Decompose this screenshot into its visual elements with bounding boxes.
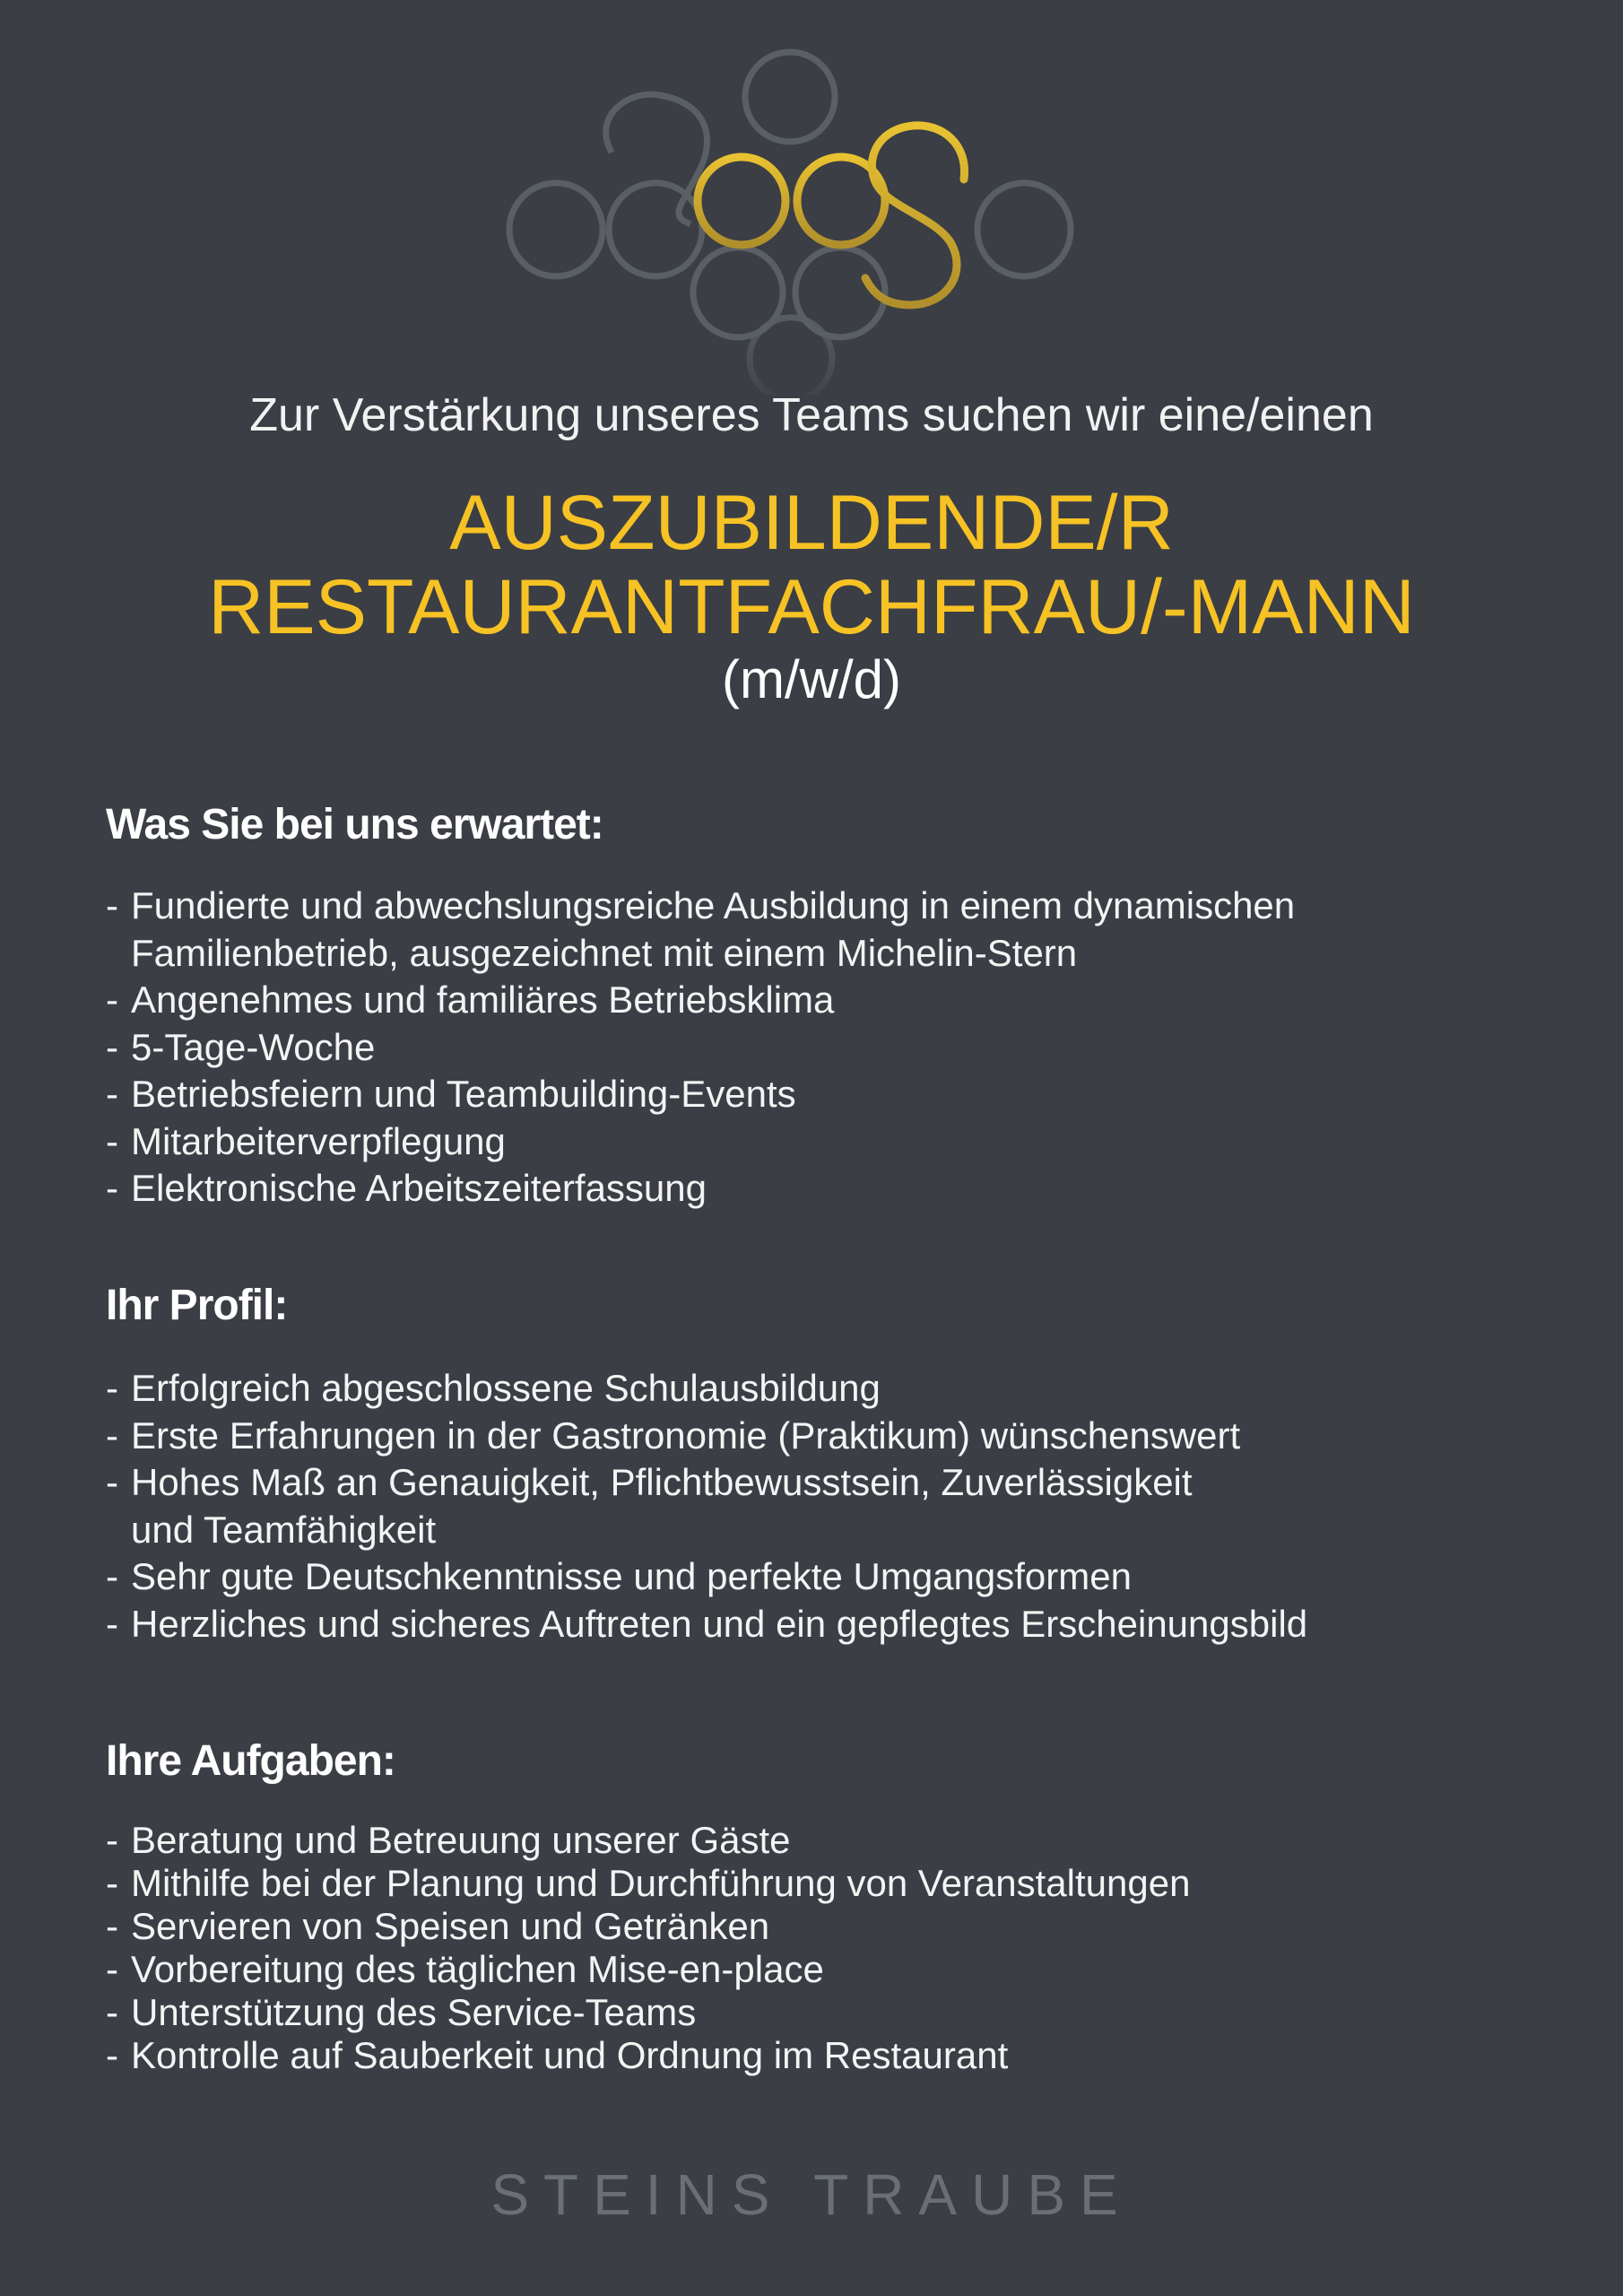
job-title-line1: AUSZUBILDENDE/R xyxy=(449,480,1174,566)
footer-brand: STEINS TRAUBE xyxy=(490,2162,1133,2227)
list-item: - Fundierte und abwechslungsreiche Ausbildung in einem dynamischen xyxy=(106,883,1541,930)
list-item-continuation: und Teamfähigkeit xyxy=(131,1508,437,1551)
gender-suffix: (m/w/d) xyxy=(722,649,901,709)
tasks-list xyxy=(106,1819,1541,2077)
list-item: - Unterstützung des Service-Teams xyxy=(106,1991,1541,2034)
list-item-continuation: Familienbetrieb, ausgezeichnet mit einem Michelin-Stern xyxy=(131,931,1078,974)
list-item: - Herzliches und sicheres Auftreten und ein gepflegtes Erscheinungsbild xyxy=(106,1601,1541,1648)
aps-letters xyxy=(698,126,965,305)
list-item: - Sehr gute Deutschkenntnisse und perfekte Umgangsformen xyxy=(106,1553,1541,1601)
list-item: - Mitarbeiterverpflegung xyxy=(106,1118,1541,1166)
list-item: - Kontrolle auf Sauberkeit und Ordnung im Restaurant xyxy=(106,2034,1541,2077)
aps-logo xyxy=(0,36,1623,395)
list-item: - Elektronische Arbeitszeiterfassung xyxy=(106,1165,1541,1213)
list-item: - 5-Tage-Woche xyxy=(106,1024,1541,1072)
list-item: - Servieren von Speisen und Getränken xyxy=(106,1905,1541,1948)
list-item: - Angenehmes und familiäres Betriebsklima xyxy=(106,977,1541,1024)
list-item: - Hohes Maß an Genauigkeit, Pflichtbewusstsein, Zuverlässigkeit xyxy=(106,1459,1541,1507)
job-title xyxy=(0,481,1623,649)
list-item: - Erfolgreich abgeschlossene Schulausbildung xyxy=(106,1365,1541,1413)
section-benefits xyxy=(106,798,1541,1213)
job-title-line2: RESTAURANTFACHFRAU/-MANN xyxy=(208,564,1415,650)
profile-list xyxy=(106,1365,1541,1648)
intro-text: Zur Verstärkung unseres Teams suchen wir eine/einen xyxy=(249,389,1374,441)
section-heading: Was Sie bei uns erwartet: xyxy=(106,801,603,848)
list-item: - Mithilfe bei der Planung und Durchführung von Veranstaltungen xyxy=(106,1862,1541,1905)
section-heading: Ihre Aufgaben: xyxy=(106,1737,395,1785)
section-heading: Ihr Profil: xyxy=(106,1282,288,1329)
list-item: - Betriebsfeiern und Teambuilding-Events xyxy=(106,1071,1541,1118)
section-profile xyxy=(106,1279,1541,1648)
list-item: - Erste Erfahrungen in der Gastronomie (Praktikum) wünschenswert xyxy=(106,1413,1541,1460)
grape-circles xyxy=(509,52,1071,395)
list-item: - Beratung und Betreuung unserer Gäste xyxy=(106,1819,1541,1862)
section-tasks xyxy=(106,1735,1541,2077)
benefits-list xyxy=(106,883,1541,1213)
list-item: - Vorbereitung des täglichen Mise-en-place xyxy=(106,1948,1541,1991)
